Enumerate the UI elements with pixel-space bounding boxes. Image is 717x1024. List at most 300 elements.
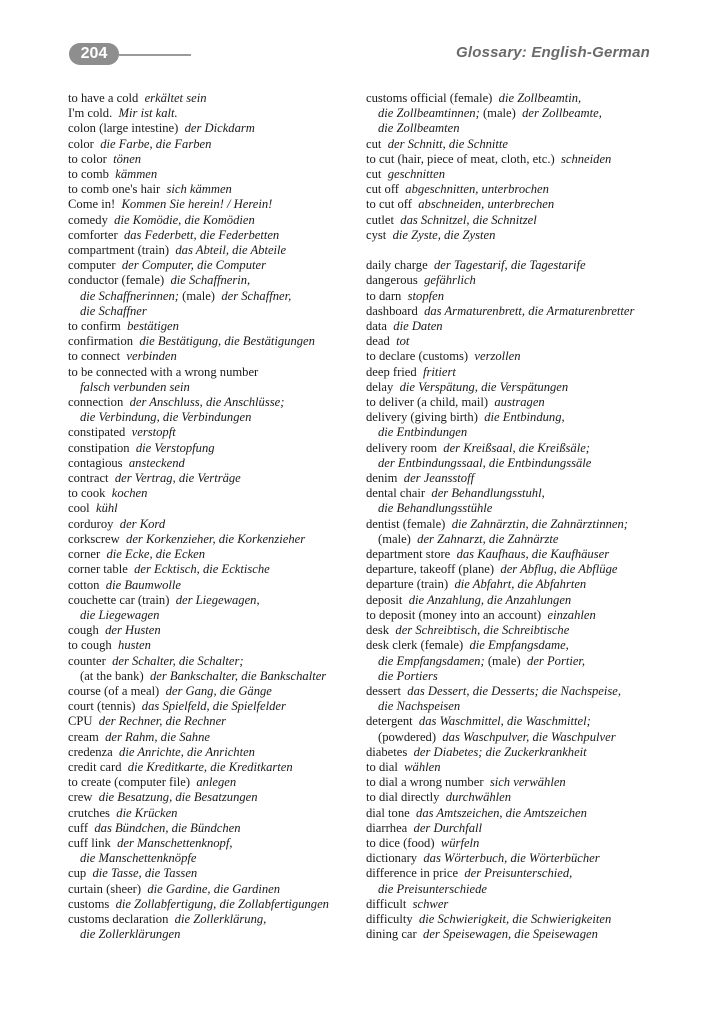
english-term: to cut off: [366, 197, 412, 212]
glossary-entry: [366, 714, 666, 729]
glossary-entry: [366, 684, 666, 699]
glossary-entry: [366, 289, 666, 304]
glossary-entry: [68, 638, 360, 653]
glossary-entry-continuation: [366, 501, 666, 516]
german-translation: falsch verbunden sein: [80, 379, 190, 394]
english-term: corduroy: [68, 516, 114, 531]
german-translation: der Bankschalter, die Bankschalter: [149, 668, 327, 683]
english-term: to dial a wrong number: [366, 775, 484, 790]
glossary-entry: [68, 745, 360, 760]
english-term: compartment (train): [68, 243, 170, 258]
german-translation: die Abfahrt, die Abfahrten: [454, 577, 587, 592]
english-term: to deposit (money into an account): [366, 607, 542, 622]
english-term: dead: [366, 334, 390, 349]
german-translation: die Empfangsdame,: [469, 638, 569, 653]
glossary-entry-continuation: [366, 669, 666, 684]
glossary-entry: [366, 365, 666, 380]
english-term: to create (computer file): [68, 775, 191, 790]
glossary-entry-continuation: [366, 425, 666, 440]
glossary-entry-continuation: [68, 851, 360, 866]
english-term: dining car: [366, 927, 417, 942]
english-term: to dice (food): [366, 835, 435, 850]
english-term: cut: [366, 167, 382, 182]
english-term: color: [68, 136, 94, 151]
english-term: cut: [366, 136, 382, 151]
glossary-entry: [366, 137, 666, 152]
german-translation: die Krücken: [116, 805, 178, 820]
german-translation: geschnitten: [387, 167, 446, 182]
glossary-entry: [366, 760, 666, 775]
glossary-entry: [366, 927, 666, 942]
glossary-entry: [68, 654, 360, 669]
english-term: (male): [182, 288, 216, 303]
glossary-entry: [68, 137, 360, 152]
glossary-entry: [68, 866, 360, 881]
glossary-entry-continuation: [366, 121, 666, 136]
english-term: to connect: [68, 349, 121, 364]
english-term: to cook: [68, 486, 106, 501]
english-term: contagious: [68, 455, 123, 470]
german-translation: der Dickdarm: [184, 121, 255, 136]
english-term: (male): [487, 653, 521, 668]
glossary-entry: [366, 517, 666, 532]
german-translation: die Zollerklärung,: [174, 911, 267, 926]
german-translation: die Entbindungen: [378, 425, 468, 440]
german-translation: die Schaffner: [80, 303, 147, 318]
glossary-entry: [68, 912, 360, 927]
glossary-entry: [366, 395, 666, 410]
glossary-entry: [366, 593, 666, 608]
english-term: constipation: [68, 440, 130, 455]
german-translation: das Waschpulver, die Waschpulver: [442, 729, 616, 744]
glossary-column-left: [68, 91, 360, 942]
english-term: confirmation: [68, 334, 134, 349]
glossary-entry: [366, 851, 666, 866]
english-term: to have a cold: [68, 91, 139, 105]
english-term: conductor (female): [68, 273, 165, 288]
english-term: constipated: [68, 425, 126, 440]
english-term: course (of a meal): [68, 683, 160, 698]
glossary-entry: [68, 517, 360, 532]
english-term: cream: [68, 729, 99, 744]
glossary-entry: [366, 745, 666, 760]
glossary-entry: [366, 866, 666, 881]
german-translation: verbinden: [126, 349, 177, 364]
german-translation: schwer: [412, 896, 449, 911]
english-term: data: [366, 319, 387, 334]
german-translation: der Entbindungssaal, die Entbindungssäle: [378, 455, 592, 470]
german-translation: der Kord: [119, 516, 166, 531]
german-translation: durchwählen: [445, 790, 512, 805]
english-term: dentist (female): [366, 516, 446, 531]
glossary-entry-continuation: [366, 106, 666, 121]
glossary-entry: [366, 91, 666, 106]
glossary-entry: [68, 836, 360, 851]
english-term: cutlet: [366, 212, 394, 227]
german-translation: die Liegewagen: [80, 607, 160, 622]
glossary-entry: [68, 273, 360, 288]
glossary-entry: [68, 182, 360, 197]
german-translation: die Zollbeamten: [378, 121, 460, 136]
english-term: to darn: [366, 288, 402, 303]
german-translation: sich verwählen: [489, 775, 566, 790]
german-translation: der Rechner, die Rechner: [98, 714, 227, 729]
english-term: deposit: [366, 592, 403, 607]
english-term: cuff: [68, 820, 89, 835]
english-term: departure, takeoff (plane): [366, 562, 495, 577]
english-term: to cut (hair, piece of meat, cloth, etc.): [366, 151, 555, 166]
english-term: to dial: [366, 759, 398, 774]
english-term: contract: [68, 471, 109, 486]
german-translation: kämmen: [115, 167, 158, 182]
english-term: to color: [68, 151, 107, 166]
german-translation: der Durchfall: [413, 820, 482, 835]
glossary-entry: [68, 821, 360, 836]
page-header: [0, 0, 717, 80]
german-translation: die Nachspeisen: [378, 699, 461, 714]
english-term: cuff link: [68, 835, 111, 850]
german-translation: die Daten: [393, 319, 443, 334]
glossary-entry: [68, 547, 360, 562]
german-translation: stopfen: [407, 288, 445, 303]
glossary-entry: [366, 349, 666, 364]
german-translation: einzahlen: [547, 607, 596, 622]
english-term: counter: [68, 653, 106, 668]
glossary-entry-continuation: [366, 654, 666, 669]
english-term: dangerous: [366, 273, 418, 288]
german-translation: die Tasse, die Tassen: [92, 866, 198, 881]
english-term: corner: [68, 547, 101, 562]
glossary-entry: [366, 152, 666, 167]
english-term: to comb one's hair: [68, 182, 161, 197]
glossary-entry: [366, 182, 666, 197]
german-translation: der Schaffner,: [221, 288, 292, 303]
german-translation: der Speisewagen, die Speisewagen: [423, 927, 598, 942]
english-term: dental chair: [366, 486, 426, 501]
english-term: delay: [366, 379, 394, 394]
english-term: credit card: [68, 759, 122, 774]
glossary-entry: [68, 334, 360, 349]
german-translation: der Schalter, die Schalter;: [112, 653, 244, 668]
glossary-entry: [68, 91, 360, 106]
german-translation: der Korkenzieher, die Korkenzieher: [126, 531, 306, 546]
german-translation: der Vertrag, die Verträge: [114, 471, 241, 486]
english-term: departure (train): [366, 577, 449, 592]
glossary-entry: [68, 167, 360, 182]
german-translation: die Zollbeamtin,: [498, 91, 582, 105]
glossary-entry: [68, 760, 360, 775]
glossary-entry: [68, 714, 360, 729]
german-translation: der Schnitt, die Schnitte: [387, 136, 508, 151]
german-translation: austragen: [494, 395, 545, 410]
german-translation: das Abteil, die Abteile: [175, 243, 287, 258]
german-translation: die Gardine, die Gardinen: [147, 881, 281, 896]
german-translation: der Preisunterschied,: [464, 866, 573, 881]
glossary-entry: [68, 106, 360, 121]
glossary-entry: [68, 197, 360, 212]
german-translation: das Bündchen, die Bündchen: [94, 820, 241, 835]
german-translation: abgeschnitten, unterbrochen: [405, 182, 549, 197]
english-term: CPU: [68, 714, 93, 729]
german-translation: das Waschmittel, die Waschmittel;: [418, 714, 591, 729]
glossary-entry: [366, 775, 666, 790]
english-term: detergent: [366, 714, 413, 729]
german-translation: verstopft: [131, 425, 176, 440]
german-translation: der Zahnarzt, die Zahnärzte: [417, 531, 559, 546]
english-term: customs: [68, 896, 110, 911]
german-translation: die Verstopfung: [135, 440, 215, 455]
english-term: couchette car (train): [68, 592, 170, 607]
english-term: diabetes: [366, 744, 408, 759]
glossary-entry: [68, 593, 360, 608]
glossary-entry: [366, 213, 666, 228]
glossary-entry-continuation: [68, 927, 360, 942]
glossary-entry: [366, 912, 666, 927]
english-term: I'm cold.: [68, 106, 113, 121]
glossary-entry-continuation: [366, 699, 666, 714]
english-term: cut off: [366, 182, 399, 197]
glossary-entry: [68, 243, 360, 258]
glossary-entry-continuation: [366, 882, 666, 897]
glossary-entry: [366, 486, 666, 501]
english-term: (powdered): [378, 729, 437, 744]
glossary-entry: [68, 684, 360, 699]
glossary-entry: [366, 547, 666, 562]
german-translation: der Schreibtisch, die Schreibtische: [395, 623, 570, 638]
glossary-column-right: [366, 91, 666, 942]
english-term: credenza: [68, 744, 113, 759]
german-translation: der Manschettenknopf,: [117, 835, 233, 850]
page-title: Glossary: English-German: [455, 44, 650, 61]
glossary-entry-continuation: [366, 532, 666, 547]
glossary-entry: [68, 213, 360, 228]
german-translation: kühl: [95, 501, 118, 516]
german-translation: der Husten: [105, 623, 161, 638]
glossary-entry: [366, 273, 666, 288]
german-translation: die Zyste, die Zysten: [392, 227, 496, 242]
english-term: cotton: [68, 577, 100, 592]
glossary-entry: [366, 562, 666, 577]
english-term: dashboard: [366, 303, 418, 318]
glossary-entry: [68, 121, 360, 136]
german-translation: der Diabetes; die Zuckerkrankheit: [413, 744, 587, 759]
german-translation: die Besatzung, die Besatzungen: [98, 790, 258, 805]
english-term: customs official (female): [366, 91, 493, 105]
german-translation: die Schaffnerin,: [170, 273, 251, 288]
english-term: to comb: [68, 167, 109, 182]
german-translation: die Anzahlung, die Anzahlungen: [408, 592, 572, 607]
glossary-entry: [366, 836, 666, 851]
english-term: to declare (customs): [366, 349, 469, 364]
english-term: difficulty: [366, 911, 413, 926]
glossary-entry: [68, 562, 360, 577]
english-term: to dial directly: [366, 790, 440, 805]
glossary-entry: [366, 897, 666, 912]
english-term: department store: [366, 547, 451, 562]
german-translation: die Zahnärztin, die Zahnärztinnen;: [451, 516, 629, 531]
english-term: to be connected with a wrong number: [68, 364, 259, 379]
english-term: delivery room: [366, 440, 437, 455]
glossary-entry-continuation: [366, 456, 666, 471]
glossary-entry: [68, 730, 360, 745]
german-translation: der Tagestarif, die Tagestarife: [433, 258, 586, 273]
english-term: cup: [68, 866, 87, 881]
german-translation: die Zollbeamtinnen;: [378, 106, 480, 121]
glossary-entry: [366, 197, 666, 212]
glossary-entry: [366, 258, 666, 273]
english-term: connection: [68, 395, 124, 410]
glossary-entry-continuation: [68, 410, 360, 425]
glossary-entry: [68, 258, 360, 273]
german-translation: der Zollbeamte,: [522, 106, 602, 121]
english-term: (at the bank): [80, 668, 144, 683]
english-term: dictionary: [366, 851, 418, 866]
glossary-entry: [68, 532, 360, 547]
german-translation: das Schnitzel, die Schnitzel: [400, 212, 537, 227]
german-translation: wählen: [404, 759, 441, 774]
german-translation: die Ecke, die Ecken: [106, 547, 206, 562]
german-translation: die Schaffnerinnen;: [80, 288, 179, 303]
english-term: corner table: [68, 562, 128, 577]
english-term: computer: [68, 258, 116, 273]
glossary-entry: [68, 578, 360, 593]
english-term: corkscrew: [68, 531, 120, 546]
glossary-entry: [68, 699, 360, 714]
german-translation: der Computer, die Computer: [121, 258, 266, 273]
english-term: cool: [68, 501, 90, 516]
glossary-entry: [68, 395, 360, 410]
english-term: cough: [68, 623, 99, 638]
german-translation: die Zollabfertigung, die Zollabfertigungen: [115, 896, 329, 911]
german-translation: der Abflug, die Abflüge: [500, 562, 618, 577]
german-translation: kochen: [111, 486, 148, 501]
glossary-entry: [68, 806, 360, 821]
german-translation: die Preisunterschiede: [378, 881, 487, 896]
glossary-entry-continuation: [366, 730, 666, 745]
german-translation: der Liegewagen,: [175, 592, 260, 607]
german-translation: Kommen Sie herein! / Herein!: [121, 197, 273, 212]
glossary-entry: [366, 471, 666, 486]
glossary-entry: [68, 152, 360, 167]
english-term: delivery (giving birth): [366, 410, 478, 425]
glossary-entry-continuation: [68, 289, 360, 304]
german-translation: der Kreißsaal, die Kreißsäle;: [443, 440, 590, 455]
english-term: crew: [68, 790, 93, 805]
german-translation: husten: [118, 638, 151, 653]
glossary-entry: [68, 228, 360, 243]
german-translation: würfeln: [440, 835, 480, 850]
german-translation: das Amtszeichen, die Amtszeichen: [416, 805, 587, 820]
german-translation: gefährlich: [424, 273, 476, 288]
english-term: comforter: [68, 227, 118, 242]
glossary-entry: [366, 441, 666, 456]
page-number: 204: [69, 43, 119, 65]
glossary-entry: [366, 806, 666, 821]
glossary-entry: [366, 167, 666, 182]
german-translation: der Behandlungsstuhl,: [431, 486, 545, 501]
english-term: desk: [366, 623, 390, 638]
glossary-entry-continuation: [68, 608, 360, 623]
glossary-entry-continuation: [68, 380, 360, 395]
glossary-entry: [68, 319, 360, 334]
english-term: dial tone: [366, 805, 410, 820]
glossary-entry: [366, 319, 666, 334]
glossary-entry: [68, 623, 360, 638]
german-translation: tot: [396, 334, 410, 349]
glossary-entry: [366, 228, 666, 243]
glossary-entry: [366, 790, 666, 805]
german-translation: die Komödie, die Komödien: [114, 212, 255, 227]
german-translation: die Verspätung, die Verspätungen: [399, 379, 569, 394]
header-divider: [119, 54, 191, 56]
german-translation: der Anschluss, die Anschlüsse;: [129, 395, 285, 410]
glossary-entry: [366, 304, 666, 319]
german-translation: das Armaturenbrett, die Armaturenbretter: [424, 303, 635, 318]
glossary-entry: [68, 365, 360, 380]
german-translation: die Farbe, die Farben: [100, 136, 212, 151]
german-translation: schneiden: [560, 151, 612, 166]
english-term: to confirm: [68, 319, 121, 334]
german-translation: das Kaufhaus, die Kaufhäuser: [456, 547, 610, 562]
german-translation: tönen: [113, 151, 142, 166]
glossary-entry: [68, 501, 360, 516]
glossary-entry: [366, 410, 666, 425]
english-term: colon (large intestine): [68, 121, 179, 136]
german-translation: die Schwierigkeit, die Schwierigkeiten: [418, 911, 612, 926]
glossary-entry: [68, 471, 360, 486]
glossary-entry: [366, 334, 666, 349]
german-translation: der Ecktisch, die Ecktische: [134, 562, 270, 577]
english-term: (male): [378, 531, 411, 546]
english-term: curtain (sheer): [68, 881, 142, 896]
english-term: Come in!: [68, 197, 116, 212]
english-term: (male): [482, 106, 516, 121]
english-term: customs declaration: [68, 911, 169, 926]
glossary-entry: [68, 775, 360, 790]
english-term: deep fried: [366, 364, 417, 379]
german-translation: die Behandlungsstühle: [378, 501, 493, 516]
english-term: comedy: [68, 212, 108, 227]
glossary-entry: [366, 638, 666, 653]
glossary-entry: [366, 380, 666, 395]
english-term: diarrhea: [366, 820, 408, 835]
glossary-entry: [366, 608, 666, 623]
english-term: to cough: [68, 638, 112, 653]
german-translation: das Wörterbuch, die Wörterbücher: [423, 851, 600, 866]
english-term: daily charge: [366, 258, 428, 273]
english-term: dessert: [366, 683, 401, 698]
german-translation: das Federbett, die Federbetten: [123, 227, 280, 242]
german-translation: die Empfangsdamen;: [378, 653, 485, 668]
english-term: denim: [366, 471, 398, 486]
german-translation: die Kreditkarte, die Kreditkarten: [127, 759, 293, 774]
english-term: difficult: [366, 896, 407, 911]
german-translation: der Portier,: [527, 653, 586, 668]
german-translation: die Zollerklärungen: [80, 927, 181, 942]
english-term: desk clerk (female): [366, 638, 464, 653]
glossary-entry: [68, 456, 360, 471]
german-translation: die Verbindung, die Verbindungen: [80, 410, 252, 425]
german-translation: fritiert: [423, 364, 456, 379]
german-translation: bestätigen: [127, 319, 179, 334]
glossary-entry: [68, 897, 360, 912]
german-translation: der Jeansstoff: [403, 471, 475, 486]
glossary-entry: [68, 349, 360, 364]
german-translation: die Anrichte, die Anrichten: [119, 744, 255, 759]
glossary-entry-continuation: [68, 304, 360, 319]
glossary-entry: [68, 486, 360, 501]
german-translation: abschneiden, unterbrechen: [418, 197, 555, 212]
